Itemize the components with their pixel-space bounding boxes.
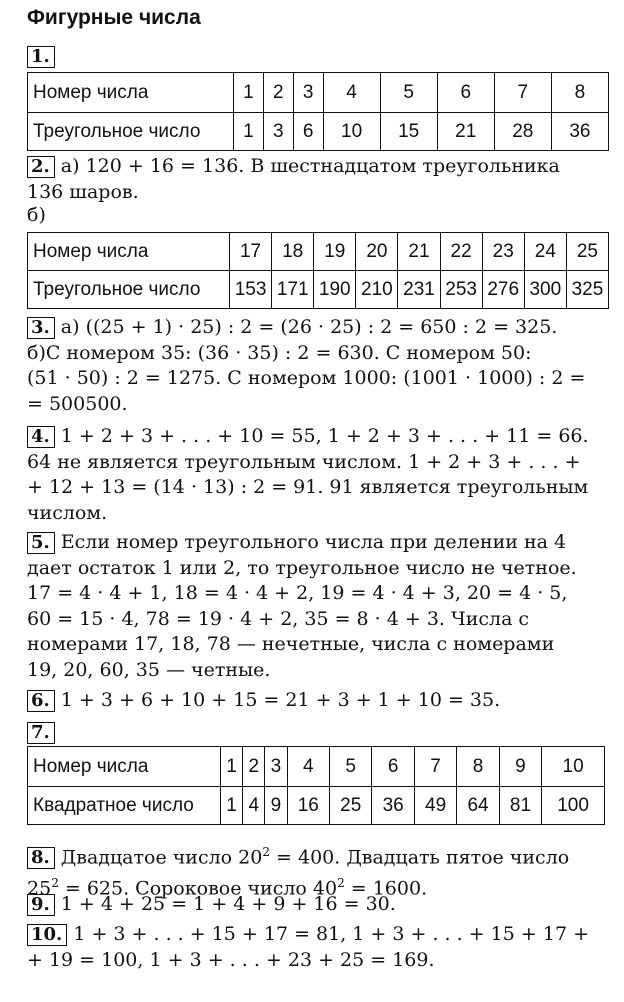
table-cell: 171 bbox=[272, 271, 314, 309]
text-line: номерами 17, 18, 78 — нечетные, числа с номерами bbox=[27, 633, 555, 655]
task-6-text bbox=[27, 688, 609, 714]
table-cell: 64 bbox=[457, 787, 499, 825]
table-cell: 3 bbox=[263, 113, 293, 151]
text-line: дает остаток 1 или 2, то треугольное число не четное. bbox=[27, 556, 577, 579]
square-numbers-table bbox=[27, 746, 605, 825]
table-cell: 28 bbox=[494, 113, 551, 151]
table-cell: Номер числа bbox=[28, 233, 230, 271]
text-line: 17 = 4 · 4 + 1, 18 = 4 · 4 + 2, 19 = 4 · 4 + 3, 20 = 4 · 5, bbox=[27, 582, 568, 604]
text-line: 60 = 15 · 4, 78 = 19 · 4 + 2, 35 = 8 · 4 + 3. Числа с bbox=[27, 607, 530, 630]
task-9-text bbox=[27, 892, 609, 918]
text-line: 136 шаров. bbox=[27, 180, 139, 203]
task-number-10: 10. bbox=[27, 924, 67, 946]
task-3-text bbox=[27, 315, 609, 417]
table-cell: 9 bbox=[499, 747, 541, 787]
table-cell: 10 bbox=[323, 113, 380, 151]
text-superscript: 2 bbox=[337, 875, 345, 890]
table-cell: Номер числа bbox=[28, 747, 221, 787]
text-line: + 19 = 100, 1 + 3 + . . . + 23 + 25 = 169. bbox=[27, 948, 435, 971]
table-cell: 19 bbox=[314, 233, 356, 271]
table-cell: 100 bbox=[542, 787, 605, 825]
table-cell: 8 bbox=[457, 747, 499, 787]
table-cell: Треугольное число bbox=[28, 113, 234, 151]
task-number-5: 5. bbox=[27, 532, 55, 554]
table-row bbox=[28, 747, 605, 787]
table-cell: 4 bbox=[287, 747, 329, 787]
table-cell: 16 bbox=[287, 787, 329, 825]
table-cell: 18 bbox=[272, 233, 314, 271]
task-number-3: 3. bbox=[27, 317, 55, 339]
text-segment: = 400. Двадцать пятое число bbox=[269, 846, 570, 869]
text-line: б)С номером 35: (36 · 35) : 2 = 630. С номером 50: bbox=[27, 341, 532, 364]
table-row bbox=[28, 73, 609, 113]
task-5-text bbox=[27, 530, 609, 683]
table-cell: 210 bbox=[356, 271, 398, 309]
table-cell: Номер числа bbox=[28, 73, 234, 113]
task-10-text bbox=[27, 922, 609, 973]
table-cell: 36 bbox=[372, 787, 414, 825]
text-line: 64 не является треугольным числом. 1 + 2 + 3 + . . . + bbox=[27, 450, 581, 473]
task-number-8: 8. bbox=[27, 847, 55, 869]
table-cell: 276 bbox=[482, 271, 524, 309]
table-cell: 4 bbox=[323, 73, 380, 113]
table-cell: 231 bbox=[398, 271, 440, 309]
table-cell: 1 bbox=[221, 787, 243, 825]
text-line: числом. bbox=[27, 501, 108, 524]
table-cell: Квадратное число bbox=[28, 787, 221, 825]
page-title: Фигурные числа bbox=[27, 6, 201, 29]
table-cell: 21 bbox=[398, 233, 440, 271]
table-cell: 6 bbox=[293, 113, 323, 151]
table-cell: 1 bbox=[221, 747, 243, 787]
task-2-text bbox=[27, 154, 609, 225]
text-superscript: 2 bbox=[51, 875, 59, 890]
table-row bbox=[28, 233, 609, 271]
text-line: а) ((25 + 1) · 25) : 2 = (26 · 25) : 2 = 650 : 2 = 325. bbox=[60, 316, 558, 338]
table-cell: Треугольное число bbox=[28, 271, 230, 309]
table-cell: 2 bbox=[243, 747, 265, 787]
text-superscript: 2 bbox=[262, 845, 270, 859]
table-cell: 300 bbox=[524, 271, 566, 309]
triangular-table-1 bbox=[27, 72, 609, 151]
table-cell: 6 bbox=[437, 73, 494, 113]
table-cell: 23 bbox=[482, 233, 524, 271]
table-cell: 6 bbox=[372, 747, 414, 787]
task-number-6: 6. bbox=[27, 690, 55, 712]
table-cell: 190 bbox=[314, 271, 356, 309]
table-cell: 253 bbox=[440, 271, 482, 309]
table-row bbox=[28, 787, 605, 825]
table-cell: 25 bbox=[566, 233, 608, 271]
table-cell: 15 bbox=[380, 113, 437, 151]
table-row bbox=[28, 113, 609, 151]
triangular-table-2 bbox=[27, 232, 609, 309]
table-cell: 1 bbox=[234, 73, 264, 113]
table-cell: 10 bbox=[542, 747, 605, 787]
table-cell: 24 bbox=[524, 233, 566, 271]
table-cell: 81 bbox=[499, 787, 541, 825]
table-cell: 2 bbox=[263, 73, 293, 113]
text-line: б) bbox=[27, 204, 46, 226]
text-line: Если номер треугольного числа при делении на 4 bbox=[60, 531, 567, 553]
task-number-7: 7. bbox=[27, 722, 55, 744]
table-cell: 17 bbox=[230, 233, 272, 271]
text-line: 1 + 2 + 3 + . . . + 10 = 55, 1 + 2 + 3 + . . . + 11 = 66. bbox=[60, 425, 589, 447]
table-cell: 20 bbox=[356, 233, 398, 271]
text-line: 1 + 3 + . . . + 15 + 17 = 81, 1 + 3 + . . . + 15 + 17 + bbox=[73, 923, 589, 945]
table-cell: 22 bbox=[440, 233, 482, 271]
table-cell: 9 bbox=[265, 787, 287, 825]
task-4-text bbox=[27, 424, 609, 526]
table-cell: 25 bbox=[330, 787, 372, 825]
table-cell: 5 bbox=[330, 747, 372, 787]
task-number-2: 2. bbox=[27, 156, 55, 178]
text-line: 1 + 3 + 6 + 10 + 15 = 21 + 3 + 1 + 10 = 35. bbox=[60, 689, 501, 711]
table-cell: 5 bbox=[380, 73, 437, 113]
task-number-9: 9. bbox=[27, 894, 55, 916]
table-cell: 325 bbox=[566, 271, 608, 309]
table-cell: 36 bbox=[551, 113, 608, 151]
table-cell: 4 bbox=[243, 787, 265, 825]
table-row bbox=[28, 271, 609, 309]
text-segment: = 1600. bbox=[344, 877, 428, 900]
task-number-4: 4. bbox=[27, 426, 55, 448]
text-line: 1 + 4 + 25 = 1 + 4 + 9 + 16 = 30. bbox=[60, 893, 396, 915]
table-cell: 7 bbox=[414, 747, 456, 787]
table-cell: 3 bbox=[265, 747, 287, 787]
text-line: = 500500. bbox=[27, 392, 128, 415]
table-cell: 153 bbox=[230, 271, 272, 309]
table-cell: 49 bbox=[414, 787, 456, 825]
table-cell: 8 bbox=[551, 73, 608, 113]
text-line: (51 · 50) : 2 = 1275. С номером 1000: (1001 · 1000) : 2 = bbox=[27, 367, 586, 389]
task-number-1: 1. bbox=[27, 46, 55, 68]
table-cell: 1 bbox=[234, 113, 264, 151]
text-line: а) 120 + 16 = 136. В шестнадцатом треугольника bbox=[60, 155, 560, 177]
text-segment: Двадцатое число 20 bbox=[60, 846, 263, 869]
text-line: 19, 20, 60, 35 — четные. bbox=[27, 658, 271, 681]
text-line: + 12 + 13 = (14 · 13) : 2 = 91. 91 является треугольным bbox=[27, 476, 589, 498]
text-segment: 25 bbox=[27, 877, 52, 900]
table-cell: 3 bbox=[293, 73, 323, 113]
table-cell: 7 bbox=[494, 73, 551, 113]
table-cell: 21 bbox=[437, 113, 494, 151]
text-segment: = 625. Сороковое число 40 bbox=[58, 877, 338, 900]
